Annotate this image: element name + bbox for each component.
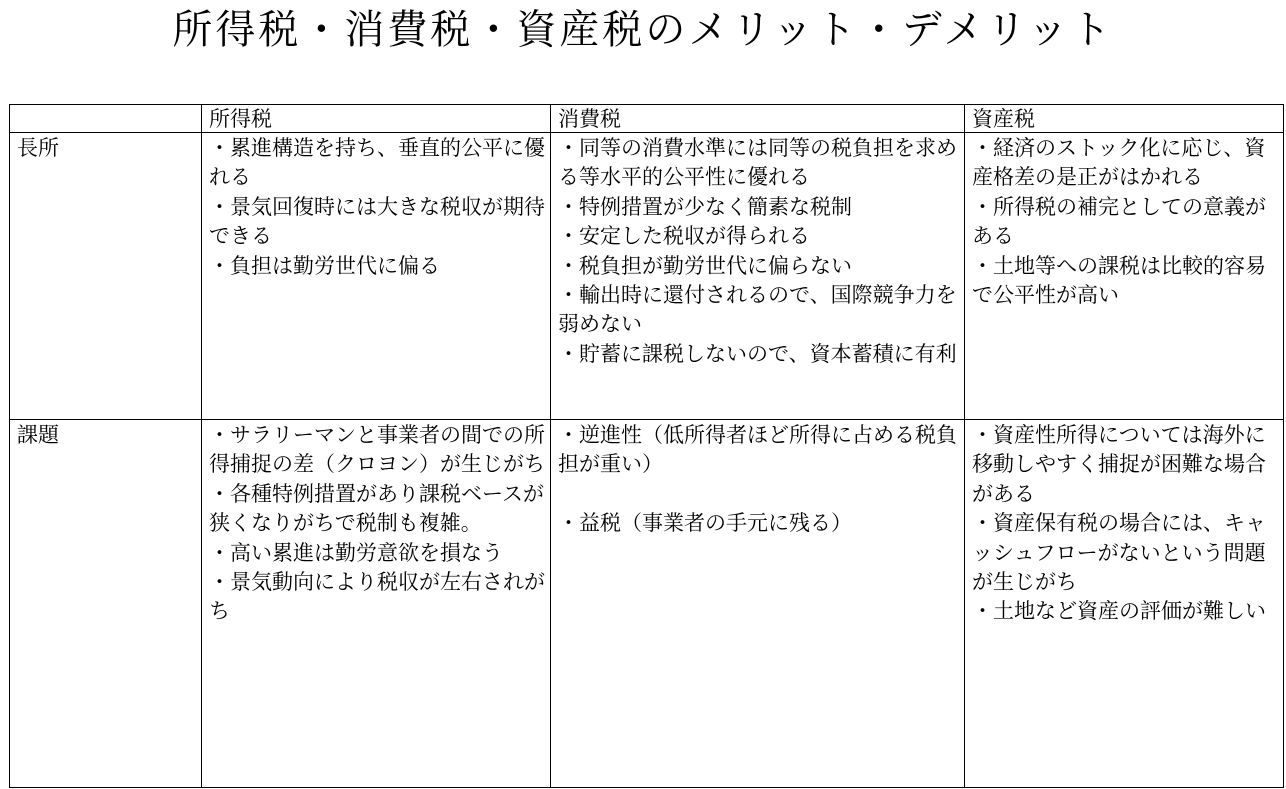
list-item: ・負担は勤労世代に偏る (209, 253, 440, 278)
list-item: ・所得税の補完としての意義がある (972, 194, 1266, 249)
blank-line (558, 480, 962, 509)
table-row-merits (10, 133, 1284, 420)
list-item: ・特例措置が少なく簡素な税制 (558, 194, 852, 219)
list-item: ・貯蓄に課税しないので、資本蓄積に有利 (558, 341, 957, 366)
cell-asset-tax-issues (965, 420, 1284, 788)
cell-income-tax-merits (202, 133, 551, 420)
list-item: ・益税（事業者の手元に残る） (558, 511, 852, 536)
list-item: ・景気動向により税収が左右されがち (209, 570, 545, 624)
list-item: ・税負担が勤労世代に偏らない (558, 253, 852, 278)
list-item: ・土地等への課税は比較的容易で公平性が高い (972, 253, 1266, 308)
table-row-issues (10, 420, 1284, 788)
cell-income-tax-issues (202, 420, 551, 788)
table-header-row (10, 105, 1284, 133)
list-item: ・安定した税収が得られる (558, 224, 810, 249)
cell-consumption-tax-merits (551, 133, 965, 420)
list-item: ・逆進性（低所得者ほど所得に占める税負担が重い） (558, 423, 957, 477)
row-label-issues: 課題 (10, 420, 202, 788)
list-item: ・輸出時に還付されるので、国際競争力を弱めない (558, 283, 957, 337)
list-item: ・景気回復時には大きな税収が期待できる (209, 194, 545, 249)
header-cell-income-tax: 所得税 (202, 105, 551, 133)
list-item: ・資産性所得については海外に移動しやすく捕捉が困難な場合がある (972, 423, 1266, 506)
page-title: 所得税・消費税・資産税のメリット・デメリット (172, 7, 1114, 53)
list-item: ・資産保有税の場合には、キャッシュフローがないという問題が生じがち (972, 511, 1266, 595)
cell-asset-tax-merits (965, 133, 1284, 420)
cell-consumption-tax-issues (551, 420, 965, 788)
list-item: ・累進構造を持ち、垂直的公平に優れる (209, 136, 545, 190)
list-item: ・各種特例措置があり課税ベースが狭くなりがちで税制も複雑。 (209, 481, 544, 536)
list-item: ・土地など資産の評価が難しい (972, 599, 1266, 624)
tax-comparison-table (9, 104, 1284, 788)
list-item: ・同等の消費水準には同等の税負担を求める等水平的公平性に優れる (558, 136, 957, 190)
list-item: ・経済のストック化に応じ、資産格差の是正がはかれる (972, 136, 1266, 190)
header-cell-consumption-tax: 消費税 (551, 105, 965, 133)
list-item: ・サラリーマンと事業者の間での所得捕捉の差（クロヨン）が生じがち (209, 423, 545, 477)
row-label-merits: 長所 (10, 133, 202, 420)
list-item: ・高い累進は勤労意欲を損なう (209, 540, 503, 565)
header-cell-corner (10, 105, 202, 133)
header-cell-asset-tax: 資産税 (965, 105, 1284, 133)
